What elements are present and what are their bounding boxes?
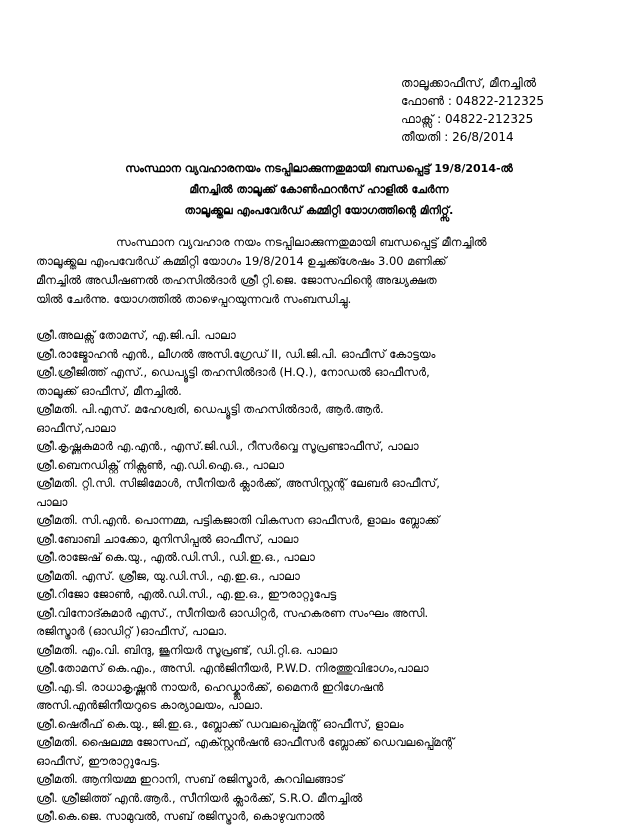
attendee-line: ശ്രീമതി. ഷൈലമ്മ ജോസഫ്, എക്സ്റ്റൻഷൻ ഓഫീസർ ബ്ലോക്ക് ഡെവലപ്പ്മെന്റ് <box>36 735 455 749</box>
attendee-line: ശ്രീ.അലക്സ് തോമസ്, എ.ജി.പി. പാലാ <box>36 328 236 342</box>
fax-number: ഫാക്സ് : 04822-212325 <box>401 112 534 126</box>
attendee-line: ഓഫീസ്,പാലാ <box>36 420 116 435</box>
attendee-line: ശ്രീ.കൃഷ്ണകുമാർ എ.എൻ., എസ്.ജി.ഡി., റീസർവ്വെ സൂപ്രണ്ടാഫീസ്, പാലാ <box>36 439 419 453</box>
attendee-line: ശ്രീമതി. ആനിയമ്മ ഇറാനി, സബ് രജിസ്ട്രാർ, കുറവിലങ്ങാട് <box>36 772 344 786</box>
intro-line: മീനച്ചിൽ അഡീഷണൽ തഹസിൽദാർ ശ്രീ റ്റി.ജെ. ജോസഫിന്റെ അദ്ധ്യക്ഷത <box>36 273 437 287</box>
attendee-line: ശ്രീമതി. സി.എൻ. പൊന്നമ്മ, പട്ടികജാതി വികസന ഓഫീസർ, ളാലം ബ്ലോക്ക് <box>36 513 440 527</box>
phone-number: ഫോൺ : 04822-212325 <box>401 94 544 108</box>
attendee-line: ശ്രീ.രാജേഷ് കെ.യു., എൽ.ഡി.സി., ഡി.ഇ.ഒ., പാലാ <box>36 550 315 564</box>
subject-line: താലൂക്ക്തല എംപവേർഡ് കമ്മിറ്റി യോഗത്തിന്റെ മിനിറ്റ്സ്. <box>184 204 454 217</box>
intro-line: സംസ്ഥാന വ്യവഹാര നയം നടപ്പിലാക്കുന്നതുമായി ബന്ധപ്പെട്ട് മീനച്ചിൽ <box>116 235 487 249</box>
subject-heading <box>40 158 598 221</box>
subject-line: സംസ്ഥാന വ്യവഹാരനയം നടപ്പിലാക്കുന്നതുമായി ബന്ധപ്പെട്ട് 19/8/2014-ൽ <box>125 162 513 175</box>
attendee-line: ശ്രീ.ഷെരീഫ് കെ.യു., ജി.ഇ.ഒ., ബ്ലോക്ക് ഡവലപ്പ്മെന്റ് ഓഫീസ്, ളാലം <box>36 716 404 731</box>
attendee-line: ശ്രീമതി. പി.എസ്. മഹേശ്വരി, ഡെപ്യൂട്ടി തഹസിൽദാർ, ആർ.ആർ. <box>36 402 384 416</box>
attendee-line: ശ്രീ.ബോബി ചാക്കോ, മുനിസിപ്പൽ ഓഫീസ്, പാലാ <box>36 531 299 546</box>
letterhead <box>401 74 631 146</box>
attendee-line: ഓഫീസ്, ഈരാറ്റുപേട്ട. <box>36 753 161 768</box>
document-date: തീയതി : 26/8/2014 <box>401 130 514 144</box>
attendee-line: ശ്രീ.രാജ്മോഹൻ എൻ., ലീഗൽ അസി.ഗ്രേഡ് II, ഡി.ജി.പി. ഓഫീസ് കോട്ടയം <box>36 346 436 361</box>
attendee-line: അസി.എൻജിനീയറുടെ കാര്യാലയം, പാലാ. <box>36 698 264 712</box>
attendee-line: ശ്രീ.ശ്രീജിത്ത് എസ്., ഡെപ്യൂട്ടി തഹസിൽദാർ (H.Q.), നോഡൽ ഓഫീസർ, <box>36 365 430 379</box>
attendee-line: ശ്രീമതി. എസ്. ശ്രീജ, യു.ഡി.സി., എ.ഇ.ഒ., പാലാ <box>36 568 300 583</box>
subject-line: മീനച്ചിൽ താലൂക്ക് കോൺഫറൻസ് ഹാളിൽ ചേർന്ന <box>189 183 449 196</box>
intro-line: താലൂക്ക്തല എംപവേർഡ് കമ്മിറ്റി യോഗം 19/8/2014 ഉച്ചക്ക്ശേഷം 3.00 മണിക്ക് <box>36 254 447 268</box>
office-name: താലൂക്കാഫീസ്, മീനച്ചിൽ <box>401 76 537 90</box>
attendee-line: ശ്രീ.ബെനഡിക്റ്റ് നിക്സൺ, എ.ഡി.ഐ.ഒ., പാലാ <box>36 457 284 472</box>
attendee-line: ശ്രീമതി. റ്റി.സി. സിജിമോൾ, സീനിയർ ക്ലാർക്ക്, അസിസ്റ്റന്റ് ലേബർ ഓഫീസ്, <box>36 476 440 490</box>
attendee-line: ശ്രീ.എ.ടി. രാധാകൃഷ്ണൻ നായർ, ഹെഡ്ക്ലാർക്ക്, മൈനർ ഇറിഗേഷൻ <box>36 679 384 694</box>
intro-paragraph <box>36 233 602 309</box>
attendee-line: ശ്രീ.കെ.ജെ. സാമുവൽ, സബ് രജിസ്ട്രാർ, കൊഴുവനാൽ <box>36 809 325 823</box>
attendee-line: ശ്രീ.റിജോ ജോൺ, എൽ.ഡി.സി., എ.ഇ.ഒ., ഈരാറ്റുപേട്ട <box>36 587 337 601</box>
attendee-line: ശ്രീ. ശ്രീജിത്ത് എൻ.ആർ., സീനിയർ ക്ലാർക്ക്, S.R.O. മീനച്ചിൽ <box>36 790 363 805</box>
attendee-list <box>36 326 602 826</box>
intro-line: യിൽ ചേർന്നു. യോഗത്തിൽ താഴെപ്പറയുന്നവർ സംബന്ധിച്ചു. <box>36 292 352 306</box>
attendee-line: ശ്രീ.വിനോദ്കുമാർ എസ്., സീനിയർ ഓഡിറ്റർ, സഹകരണ സംഘം അസി. <box>36 605 429 620</box>
attendee-line: താലൂക്ക് ഓഫീസ്, മീനച്ചിൽ. <box>36 383 182 398</box>
attendee-line: പാലാ <box>36 494 68 509</box>
attendee-line: രജിസ്ട്രാർ (ഓഡിറ്റ് )ഓഫീസ്, പാലാ. <box>36 624 228 638</box>
attendee-line: ശ്രീമതി. എം.വി. ബിന്ദു, ജൂനിയർ സൂപ്രണ്ട്, ഡി.റ്റി.ഒ. പാലാ <box>36 642 338 657</box>
attendee-line: ശ്രീ.തോമസ് കെ.എം., അസി. എൻജിനീയർ, P.W.D. നിരത്തുവിഭാഗം,പാലാ <box>36 661 429 675</box>
